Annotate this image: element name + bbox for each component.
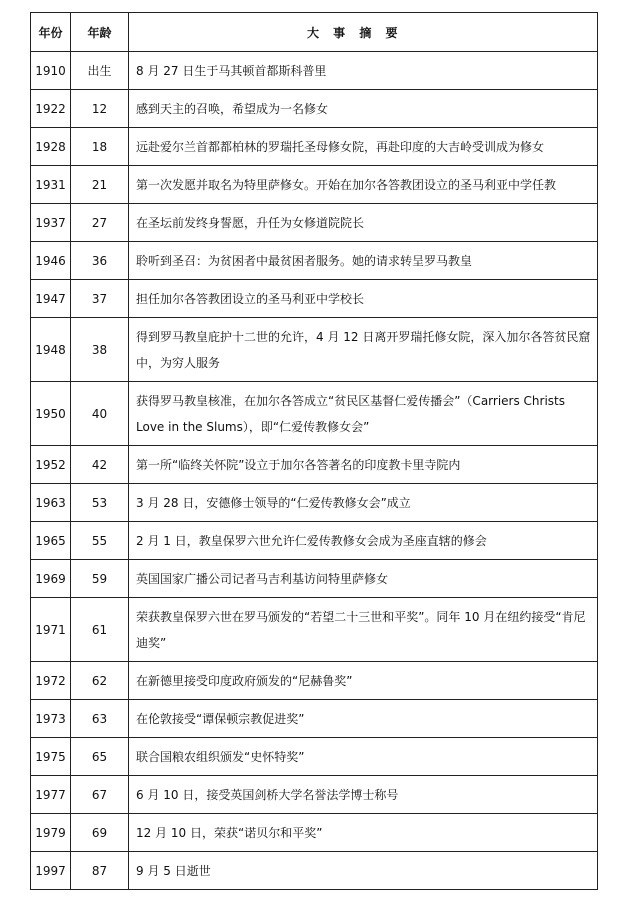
age-cell: 53	[71, 484, 129, 522]
year-cell: 1973	[31, 700, 71, 738]
age-cell: 61	[71, 598, 129, 662]
age-cell: 62	[71, 662, 129, 700]
table-row	[31, 204, 598, 242]
table-row	[31, 522, 598, 560]
year-cell: 1910	[31, 52, 71, 90]
year-cell: 1975	[31, 738, 71, 776]
event-cell: 得到罗马教皇庇护十二世的允许，4 月 12 日离开罗瑞托修女院，深入加尔各答贫民窟中，为穷人服务	[129, 318, 598, 382]
table-row	[31, 662, 598, 700]
age-cell: 21	[71, 166, 129, 204]
year-cell: 1963	[31, 484, 71, 522]
table-row	[31, 560, 598, 598]
year-cell: 1972	[31, 662, 71, 700]
event-cell: 在新德里接受印度政府颁发的“尼赫鲁奖”	[129, 662, 598, 700]
table-row	[31, 814, 598, 852]
year-cell: 1965	[31, 522, 71, 560]
age-cell: 18	[71, 128, 129, 166]
age-cell: 63	[71, 700, 129, 738]
chronology-table	[30, 12, 598, 890]
table-row	[31, 700, 598, 738]
year-cell: 1937	[31, 204, 71, 242]
event-cell: 2 月 1 日，教皇保罗六世允许仁爱传教修女会成为圣座直辖的修会	[129, 522, 598, 560]
table-row	[31, 166, 598, 204]
event-cell: 在圣坛前发终身誓愿，升任为女修道院院长	[129, 204, 598, 242]
age-cell: 40	[71, 382, 129, 446]
header-age: 年龄	[71, 13, 129, 52]
year-cell: 1952	[31, 446, 71, 484]
year-cell: 1947	[31, 280, 71, 318]
age-cell: 55	[71, 522, 129, 560]
table-row	[31, 598, 598, 662]
event-cell: 联合国粮农组织颁发“史怀特奖”	[129, 738, 598, 776]
event-cell: 9 月 5 日逝世	[129, 852, 598, 890]
table-row	[31, 852, 598, 890]
age-cell: 36	[71, 242, 129, 280]
table-row	[31, 52, 598, 90]
event-cell: 8 月 27 日生于马其顿首都斯科普里	[129, 52, 598, 90]
age-cell: 87	[71, 852, 129, 890]
year-cell: 1948	[31, 318, 71, 382]
age-cell: 42	[71, 446, 129, 484]
event-cell: 在伦敦接受“谭保顿宗教促进奖”	[129, 700, 598, 738]
year-cell: 1946	[31, 242, 71, 280]
age-cell: 12	[71, 90, 129, 128]
year-cell: 1931	[31, 166, 71, 204]
table-row	[31, 382, 598, 446]
table-row	[31, 242, 598, 280]
event-cell: 第一次发愿并取名为特里萨修女。开始在加尔各答教团设立的圣马利亚中学任教	[129, 166, 598, 204]
table-header-row	[31, 13, 598, 52]
table-row	[31, 128, 598, 166]
year-cell: 1950	[31, 382, 71, 446]
age-cell: 59	[71, 560, 129, 598]
table-row	[31, 318, 598, 382]
age-cell: 67	[71, 776, 129, 814]
year-cell: 1977	[31, 776, 71, 814]
event-cell: 第一所“临终关怀院”设立于加尔各答著名的印度教卡里寺院内	[129, 446, 598, 484]
event-cell: 获得罗马教皇核准，在加尔各答成立“贫民区基督仁爱传播会”（Carriers Christs Love in the Slums），即“仁爱传教修女会”	[129, 382, 598, 446]
year-cell: 1971	[31, 598, 71, 662]
table-row	[31, 446, 598, 484]
age-cell: 38	[71, 318, 129, 382]
header-event: 大 事 摘 要	[129, 13, 598, 52]
age-cell: 出生	[71, 52, 129, 90]
age-cell: 65	[71, 738, 129, 776]
event-cell: 12 月 10 日，荣获“诺贝尔和平奖”	[129, 814, 598, 852]
event-cell: 远赴爱尔兰首都都柏林的罗瑞托圣母修女院，再赴印度的大吉岭受训成为修女	[129, 128, 598, 166]
event-cell: 6 月 10 日，接受英国剑桥大学名誉法学博士称号	[129, 776, 598, 814]
event-cell: 3 月 28 日，安德修士领导的“仁爱传教修女会”成立	[129, 484, 598, 522]
header-year: 年份	[31, 13, 71, 52]
year-cell: 1922	[31, 90, 71, 128]
age-cell: 69	[71, 814, 129, 852]
table-row	[31, 738, 598, 776]
age-cell: 37	[71, 280, 129, 318]
event-cell: 聆听到圣召：为贫困者中最贫困者服务。她的请求转呈罗马教皇	[129, 242, 598, 280]
year-cell: 1969	[31, 560, 71, 598]
event-cell: 感到天主的召唤，希望成为一名修女	[129, 90, 598, 128]
table-row	[31, 90, 598, 128]
event-cell: 荣获教皇保罗六世在罗马颁发的“若望二十三世和平奖”。同年 10 月在纽约接受“肯尼迪奖”	[129, 598, 598, 662]
age-cell: 27	[71, 204, 129, 242]
event-cell: 英国国家广播公司记者马吉利基访问特里萨修女	[129, 560, 598, 598]
table-row	[31, 776, 598, 814]
table-row	[31, 484, 598, 522]
year-cell: 1997	[31, 852, 71, 890]
table-row	[31, 280, 598, 318]
year-cell: 1928	[31, 128, 71, 166]
event-cell: 担任加尔各答教团设立的圣马利亚中学校长	[129, 280, 598, 318]
year-cell: 1979	[31, 814, 71, 852]
